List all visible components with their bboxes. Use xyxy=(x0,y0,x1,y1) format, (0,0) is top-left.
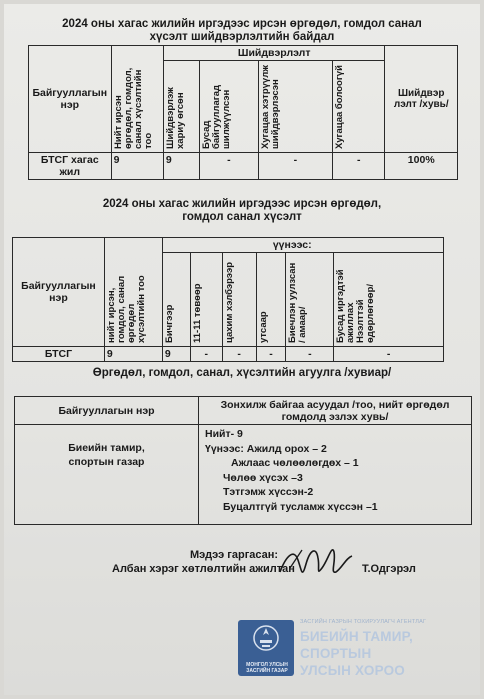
prepared-position: Албан хэрэг хөтлөлтийн ажилтан xyxy=(112,563,295,575)
row-resolved: 9 xyxy=(163,153,199,180)
header-total-2: нийт ирсэн, гомдол, санал өргөдөл хүсэлтийн тоо xyxy=(104,238,162,347)
row-email: - xyxy=(222,347,256,362)
header-total: Нийт ирсэн өргөдөл, гомдол, санал хүсэлтийн тоо xyxy=(111,46,163,153)
header-in-progress: Хугацаа хэтрүүлж шийдвэрлэсэн xyxy=(258,61,333,153)
header-org-2: Байгууллагын нэр xyxy=(13,238,105,347)
content-table xyxy=(14,396,472,525)
topic-item: Чөлөө хүсэх –3 xyxy=(223,471,303,484)
header-email: цахим хэлбэрээр xyxy=(222,253,256,347)
header-rate: Шийдвэр лэлт /хувь/ xyxy=(385,46,458,153)
header-written: Бичгээр xyxy=(162,253,190,347)
header-overdue: Хугацаа болоогүй xyxy=(333,61,385,153)
agency-subtitle: ЗАСГИЙН ГАЗРЫН ТОХИРУУЛАГЧ АГЕНТЛАГ xyxy=(300,619,427,625)
header-resolution-group: Шийдвэрлэлт xyxy=(163,46,385,61)
row-total: 9 xyxy=(111,153,163,180)
header-transferred: Бусад байгууллагад шилжүүлсэн xyxy=(200,61,258,153)
row-1111: - xyxy=(190,347,222,362)
topic-total: Нийт- 9 xyxy=(205,428,243,440)
topic-list xyxy=(199,425,472,525)
header-topic: Зонхилж байгаа асуудал /тоо, нийт өргөдөл гомдолд эзлэх хувь/ xyxy=(199,397,472,425)
header-phone: утсаар xyxy=(256,253,286,347)
header-org: Байгууллагын нэр xyxy=(29,46,112,153)
emblem-caption: МОНГОЛ УЛСЫН ЗАСГИЙН ГАЗАР xyxy=(246,662,288,674)
row-rate: 100% xyxy=(385,153,458,180)
row-org-2: БТСГ xyxy=(13,347,105,362)
row-in-person: - xyxy=(286,347,334,362)
row-other: - xyxy=(334,347,444,362)
row-org: БТСГ хагас жил xyxy=(29,153,112,180)
header-other: Бусад иргэдтэй ажиллах Нээлттэй өдөрлөгөөр/ xyxy=(334,253,444,347)
signature-mark xyxy=(276,538,356,582)
row-transferred: - xyxy=(200,153,258,180)
agency-name: БИЕИЙН ТАМИР, СПОРТЫН УЛСЫН ХОРОО xyxy=(300,629,413,678)
table2-title: 2024 оны хагас жилийн иргэдээс ирсэн өргөдөл, гомдол санал хүсэлт xyxy=(102,198,382,223)
header-resolved: Шийдвэрлэж хариу өгсөн xyxy=(163,61,199,153)
topic-item: Буцалтгүй тусламж хүссэн –1 xyxy=(223,500,378,513)
table1-title: 2024 оны хагас жилийн иргэдээс ирсэн өргөдөл, гомдол санал хүсэлт шийдвэрлэлтийн байдал xyxy=(62,18,422,43)
header-1111: 11-11 төвөөр xyxy=(190,253,222,347)
row-total-2: 9 xyxy=(104,347,162,362)
row-in-progress: - xyxy=(258,153,333,180)
header-channel-group: үүнээс: xyxy=(162,238,443,253)
header-org-3: Байгууллагын нэр xyxy=(15,397,199,425)
row-phone: - xyxy=(256,347,286,362)
header-in-person: Биечлэн уулзсан / амаар/ xyxy=(286,253,334,347)
resolution-table xyxy=(28,45,458,180)
topic-item: Ажлаас чөлөөлөгдөх – 1 xyxy=(231,457,359,469)
table3-title: Өргөдөл, гомдол, санал, хүсэлтийн агуулга /хувиар/ xyxy=(92,367,392,379)
row-overdue: - xyxy=(333,153,385,180)
prepared-name: Т.Одгэрэл xyxy=(362,563,416,575)
org-name-3: Биеийн тамир, спортын газар xyxy=(15,425,199,525)
channel-table xyxy=(12,237,444,362)
topic-item: Тэтгэмж хүссэн-2 xyxy=(223,486,314,498)
row-written: 9 xyxy=(162,347,190,362)
topic-item: Үүнээс: Ажилд орох – 2 xyxy=(205,442,327,455)
prepared-label: Мэдээ гаргасан: xyxy=(190,549,279,561)
